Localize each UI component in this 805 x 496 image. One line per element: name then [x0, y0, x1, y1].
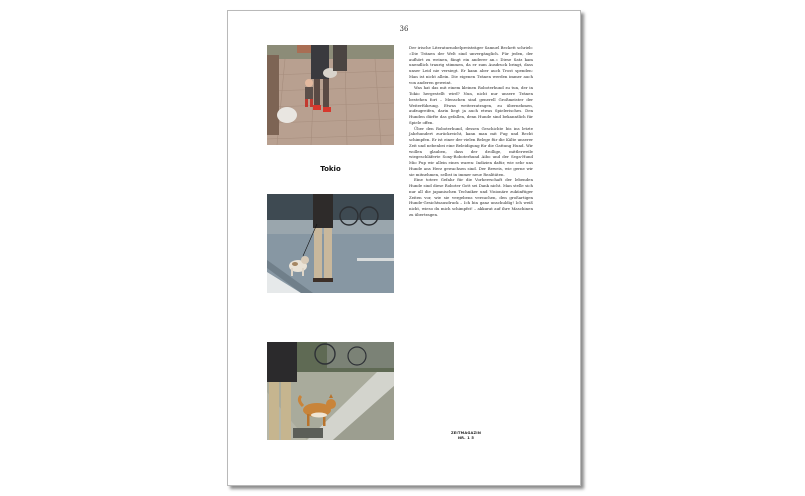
- page-number: 36: [399, 25, 409, 33]
- article-paragraph: Über den Roboterhund, dessen Geschichte bis ins letzte Jahrhundert zurückreicht, kann man mit Fug und Recht schimpfen. Er ist einer der vielen Belege für die Kälte unserer Zeit und nebenbei eine Beleidigung für die Gattung Hund. Wir wollen glauben, dass der drollige, mittlerweile wiegeschläferte Sony-Roboterhund Aibo und der Sega-Hund Mio Pup wir allein eines waren: Indizien dafür, wie sehr uns Hunde ans Herz gewachsen sind. Der Beweis, wie gerne wir sie mitnehmen, selbst in immer neue Realitäten.: [409, 125, 533, 177]
- article-paragraph: Der irische Literaturnobelpreisträger Samuel Beckett schrieb: »Die Tränen der Welt sind unvergänglich. Für jeden, der aufhört zu weinen, fängt ein anderer an.« Diese Satz kam unendlich traurig stimmen, da er zum Ausdruck bringt, dass unser Leid nie versiegt. Er kann aber auch Trost spenden: Man ist nicht allein. Die eigenen Tränen werden immer auch von anderen geweint.: [409, 45, 533, 85]
- photo-caption: Tokio: [320, 165, 341, 173]
- photo-shiba-dog: [267, 342, 394, 440]
- photo-child-with-adult: [267, 45, 394, 145]
- article-paragraph: Eine totere Gefahr für die Vorherrschaft der lebenden Hunde sind diese Roboter Gott sei Dank nicht. Man stelle sich nur all die japanischen Techniker und Visionäre zukünftiger Zeiten vor, wie sie vergebens versuchen, den großartigen Hunde-Gesichtsausdruck – Ich bin ganz unschuldig! Ich weiß nicht, wieso du mich schimpfst! – akkurat auf ihre Maschinen zu übertragen.: [409, 177, 533, 217]
- photo-man-with-small-dog: [267, 194, 394, 293]
- magazine-name: ZEITMAGAZIN: [450, 431, 482, 435]
- article-text: [409, 45, 533, 218]
- magazine-footer: [436, 431, 496, 441]
- magazine-page: [227, 10, 581, 486]
- issue-number: NR. 1 5: [457, 436, 475, 440]
- article-paragraph: Was hat das mit einem kleinen Roboterhund zu tun, der in Tokio hergestellt wird? Nun, nicht nur unsere Tränen bestehen fort – Menschen sind generell Großmeister der Weiterführung. Etwas weiterzutragen, zu übernehmen, aufzugreifen, darin liegt ja auch etwas Spielerisches. Den Hunden dürfte das gefallen, denn Hunde sind bekanntlich für Spiele offen.: [409, 85, 533, 125]
